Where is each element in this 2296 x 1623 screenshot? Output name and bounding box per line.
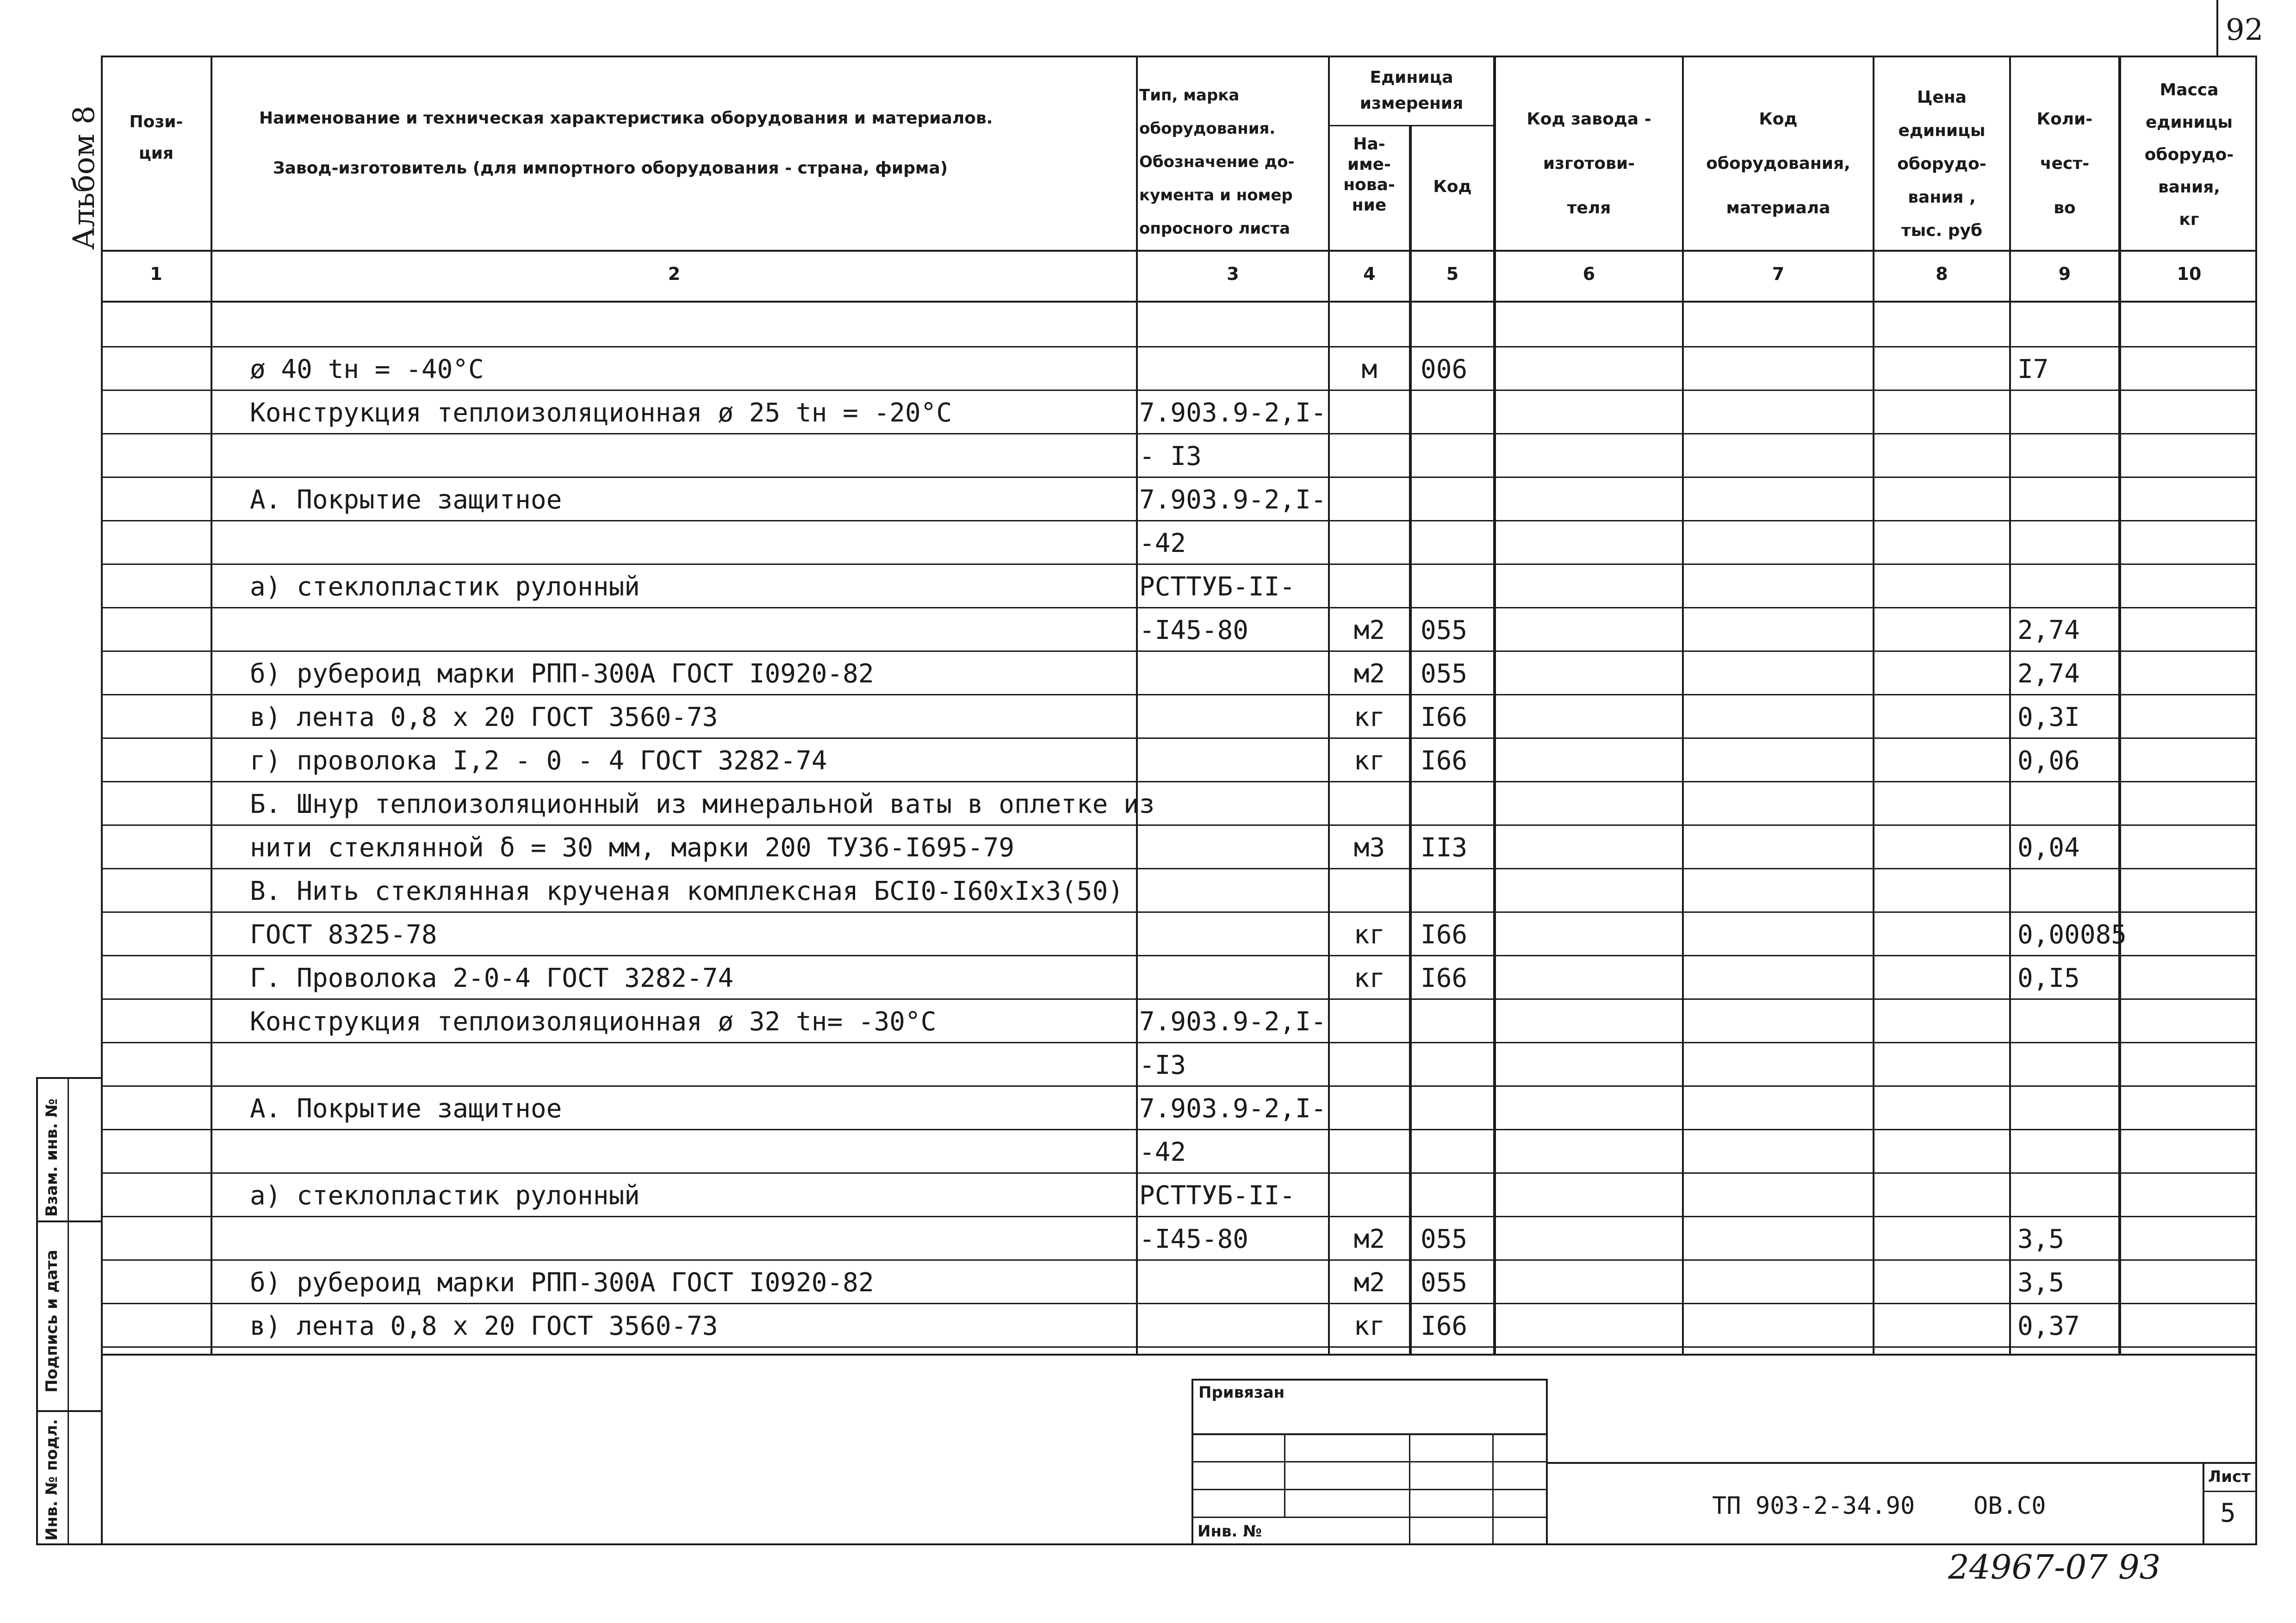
col-number: 2 [668,264,681,284]
stamp-vzam-inv: Взам. инв. № [43,1098,61,1217]
item-quantity: 0,I5 [2017,963,2080,993]
item-name: Б. Шнур теплоизоляционный из минеральной ваты в оплетке из [250,789,1155,819]
col-number: 10 [2177,264,2202,284]
col-number: 8 [1936,264,1948,284]
table-row [0,1216,2296,1259]
privyazan-label: Привязан [1198,1383,1285,1402]
header-name-line1: Наименование и техническая характеристика оборудования и материалов. [259,109,993,128]
item-name: Г. Проволока 2-0-4 ГОСТ 3282-74 [250,963,734,993]
sheet-number: 5 [2220,1498,2236,1528]
item-quantity: 0,04 [2017,833,2080,863]
header-unit-group: Единица измерения [1359,68,1464,113]
table-row [0,477,2296,520]
item-unit: кг [1353,963,1385,993]
table-row [0,955,2296,998]
col-number: 4 [1363,264,1376,284]
item-name: В. Нить стеклянная крученая комплексная БСI0-I60хIх3(50) [250,876,1124,906]
col-number: 5 [1446,264,1459,284]
corner-sheet-number: 92 [2226,13,2264,47]
stamp-signature-date: Подпись и дата [43,1250,61,1393]
item-quantity: 2,74 [2017,615,2080,645]
table-row [0,303,2296,346]
table-row [0,911,2296,955]
header-price: Цена единицы оборудо- вания , тыс. руб [1897,88,1986,240]
item-document: 7.903.9-2,I- [1139,1094,1327,1124]
item-unit-code: II3 [1421,833,1468,863]
item-unit-code: I66 [1421,702,1468,732]
table-row [0,868,2296,911]
item-unit: кг [1353,702,1385,732]
table-row [0,824,2296,868]
item-name: Конструкция теплоизоляционная ø 25 tн = -20°C [250,398,952,428]
table-row [0,1129,2296,1172]
item-name: нити стеклянной δ = 30 мм, марки 200 ТУ36-I695-79 [250,833,1015,863]
header-position: Пози- ция [129,112,183,163]
table-row [0,1042,2296,1085]
col-number: 9 [2058,264,2071,284]
item-quantity: 3,5 [2017,1268,2065,1298]
album-label: Альбом 8 [67,105,101,250]
table-row [0,520,2296,564]
item-quantity: 0,3I [2017,702,2080,732]
header-mass: Масса единицы оборудо- вания, кг [2144,81,2234,229]
item-unit: м2 [1353,659,1385,689]
item-unit-code: I66 [1421,963,1468,993]
item-document: РСТТУБ-II- [1139,572,1296,602]
item-unit-code: 055 [1421,615,1468,645]
header-unit-code: Код [1433,177,1472,196]
item-unit-code: 055 [1421,659,1468,689]
sheet-label: Лист [2208,1468,2251,1486]
table-row [0,346,2296,390]
item-name: ГОСТ 8325-78 [250,920,437,950]
document-code: ТП 903-2-34.90 [1712,1492,1915,1520]
item-unit: м2 [1353,615,1385,645]
header-plant-code: Код завода - изготови- теля [1527,110,1651,217]
item-document: 7.903.9-2,I- [1139,398,1327,428]
bottom-stamp-number: 24967-07 93 [1948,1548,2161,1586]
col-number: 3 [1227,264,1239,284]
item-unit-code: I66 [1421,920,1468,950]
item-name: г) проволока I,2 - 0 - 4 ГОСТ 3282-74 [250,746,827,776]
item-unit: м2 [1353,1268,1385,1298]
item-name: ø 40 tн = -40°C [250,354,484,384]
item-quantity: 0,37 [2017,1311,2080,1341]
table-row [0,1172,2296,1216]
table-row [0,1085,2296,1129]
col-number: 7 [1772,264,1785,284]
item-unit-code: 055 [1421,1224,1468,1254]
item-name: А. Покрытие защитное [250,485,562,515]
item-document: -42 [1139,1137,1186,1167]
item-unit-code: I66 [1421,746,1468,776]
table-row [0,607,2296,650]
item-name: б) рубероид марки РПП-300А ГОСТ I0920-82 [250,659,874,689]
header-type-doc: Тип, марка оборудования. Обозначение до- кумента и номер опросного листа [1139,86,1295,238]
item-name: Конструкция теплоизоляционная ø 32 tн= -30°C [250,1007,937,1037]
item-name: в) лента 0,8 х 20 ГОСТ 3560-73 [250,1311,718,1341]
table-row [0,433,2296,477]
item-document: - I3 [1139,441,1202,471]
item-unit-code: 055 [1421,1268,1468,1298]
item-document: РСТТУБ-II- [1139,1181,1296,1211]
table-row [0,1259,2296,1303]
item-unit: кг [1353,920,1385,950]
stamp-inv-podl: Инв. № подл. [43,1419,61,1541]
item-quantity: 0,00085 [2017,920,2127,950]
item-document: 7.903.9-2,I- [1139,485,1327,515]
header-quantity: Коли- чест- во [2036,110,2093,217]
header-material-code: Код оборудования, материала [1706,110,1850,217]
document-suffix: ОВ.С0 [1973,1492,2046,1520]
table-row [0,390,2296,433]
table-row [0,650,2296,694]
table-row [0,998,2296,1042]
item-name: а) стеклопластик рулонный [250,1181,640,1211]
item-unit: кг [1353,1311,1385,1341]
item-document: -I45-80 [1139,1224,1249,1254]
table-row [0,781,2296,824]
table-row [0,694,2296,737]
table-row [0,737,2296,781]
header-name-line2: Завод-изготовитель (для импортного оборудования - страна, фирма) [273,159,948,178]
item-unit: м [1361,354,1378,384]
item-name: А. Покрытие защитное [250,1094,562,1124]
item-unit-code: I66 [1421,1311,1468,1341]
item-document: -I45-80 [1139,615,1249,645]
item-quantity: 2,74 [2017,659,2080,689]
item-unit: м2 [1353,1224,1385,1254]
inv-no-label: Инв. № [1198,1522,1262,1541]
header-unit-name: На- име- нова- ние [1343,135,1395,215]
item-unit: кг [1353,746,1385,776]
item-quantity: 0,06 [2017,746,2080,776]
col-number: 1 [150,264,162,284]
item-name: а) стеклопластик рулонный [250,572,640,602]
item-document: -I3 [1139,1050,1186,1080]
item-unit-code: 006 [1421,354,1468,384]
item-name: б) рубероид марки РПП-300А ГОСТ I0920-82 [250,1268,874,1298]
col-number: 6 [1582,264,1595,284]
item-unit: м3 [1353,833,1385,863]
table-row [0,564,2296,607]
item-document: 7.903.9-2,I- [1139,1007,1327,1037]
item-document: -42 [1139,528,1186,558]
table-row [0,1303,2296,1346]
item-quantity: I7 [2017,354,2049,384]
item-name: в) лента 0,8 х 20 ГОСТ 3560-73 [250,702,718,732]
item-quantity: 3,5 [2017,1224,2065,1254]
